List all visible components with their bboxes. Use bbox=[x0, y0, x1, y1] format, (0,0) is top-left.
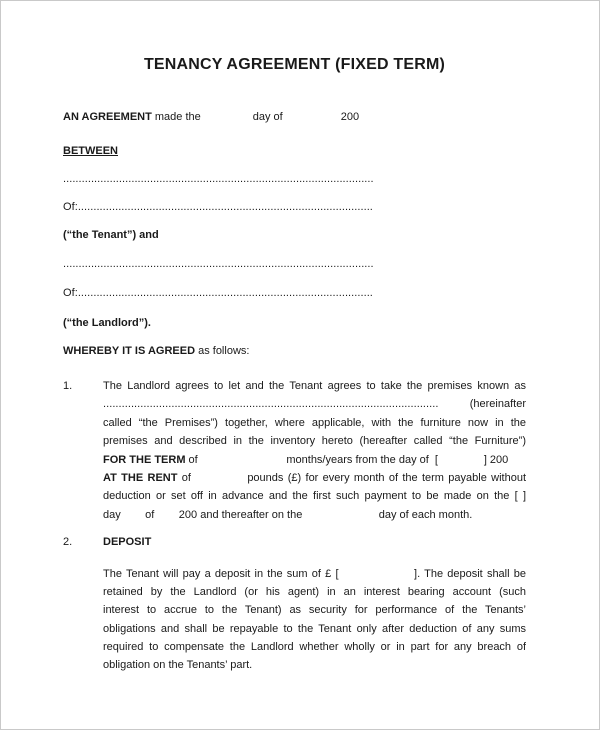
clause-1-line-2 bbox=[103, 395, 526, 413]
clause-1-line-3: called “the Premises”) together, where applicable, with the furniture now in the bbox=[103, 416, 526, 429]
whereby-rest-text: as follows: bbox=[195, 345, 250, 357]
agreement-rest-text: made the day of 200 bbox=[151, 111, 360, 123]
clause-2-line-5: required to compensate the Landlord whether wholly or in part for any breach of bbox=[103, 641, 526, 654]
tenant-name-fill-line: .................................................................................................... bbox=[63, 173, 374, 185]
clause-1 bbox=[63, 377, 526, 524]
clause-1-line-8: day of 200 and thereafter on the day of each month. bbox=[103, 508, 473, 521]
clause-2-line-3: interest to accrue to the Tenant) as security for performance of the Tenants’ bbox=[103, 604, 526, 617]
clause-2-line-4: obligations and shall be repayable to the Tenant only after deduction of any sums bbox=[103, 622, 526, 635]
clause-2-line-2: retained by the Landlord (or his agent) in an interest bearing account (such bbox=[103, 585, 526, 598]
tenant-address-fill-line: Of:............................................................................................... bbox=[63, 201, 373, 213]
clause-1-line-4: premises and described in the inventory hereto (hereafter called “the Furniture”) bbox=[103, 435, 526, 448]
clause-1-body bbox=[103, 377, 526, 524]
between-heading bbox=[63, 145, 526, 158]
clause-2-line-6: obligation on the Tenants’ part. bbox=[103, 659, 253, 672]
between-label: BETWEEN bbox=[63, 145, 118, 157]
agreement-made-line bbox=[63, 111, 526, 124]
clause-2-number-spacer bbox=[63, 565, 103, 675]
clause-1-line-2-text: (hereinafter bbox=[469, 398, 526, 411]
whereby-bold-text: WHEREBY IT IS AGREED bbox=[63, 345, 196, 357]
landlord-address-fill-line: Of:............................................................................................... bbox=[63, 287, 373, 299]
clause-1-line-5 bbox=[103, 451, 526, 469]
clause-2-number: 2. bbox=[63, 536, 73, 549]
clause-1-line-1: The Landlord agrees to let and the Tenant agrees to take the premises known as bbox=[103, 380, 526, 392]
at-the-rent-label: AT THE RENT bbox=[103, 471, 178, 484]
agreement-bold-text: AN AGREEMENT bbox=[63, 111, 152, 123]
landlord-name-fill-line: .................................................................................................... bbox=[63, 258, 374, 270]
clause-2-heading-body bbox=[103, 533, 526, 551]
for-the-term-label: FOR THE TERM bbox=[103, 453, 186, 466]
clause-1-line-5-text: of months/years from the day of [ ] 200 bbox=[185, 453, 509, 466]
clause-2-heading-row bbox=[63, 533, 526, 551]
clause-1-line-7: deduction or set off in advance and the first such payment to be made on the [ ] bbox=[103, 490, 526, 503]
clause-1-number: 1. bbox=[63, 380, 73, 392]
clause-2-body bbox=[103, 565, 526, 675]
document-title: TENANCY AGREEMENT (FIXED TERM) bbox=[143, 56, 446, 73]
tenant-role-label: (“the Tenant”) and bbox=[63, 229, 159, 241]
clause-1-line-6-text: of pounds (£) for every month of the term payable without bbox=[177, 471, 526, 484]
clause-1-line-6 bbox=[103, 469, 526, 487]
deposit-heading: DEPOSIT bbox=[103, 536, 152, 549]
premises-fill-line: ............................................................................................................ bbox=[103, 398, 439, 411]
clause-2-paragraph bbox=[63, 565, 526, 675]
landlord-role-label: (“the Landlord”). bbox=[63, 317, 151, 329]
whereby-line bbox=[63, 345, 526, 358]
clause-2-line-1: The Tenant will pay a deposit in the sum of £ [ ]. The deposit shall be bbox=[103, 567, 526, 580]
